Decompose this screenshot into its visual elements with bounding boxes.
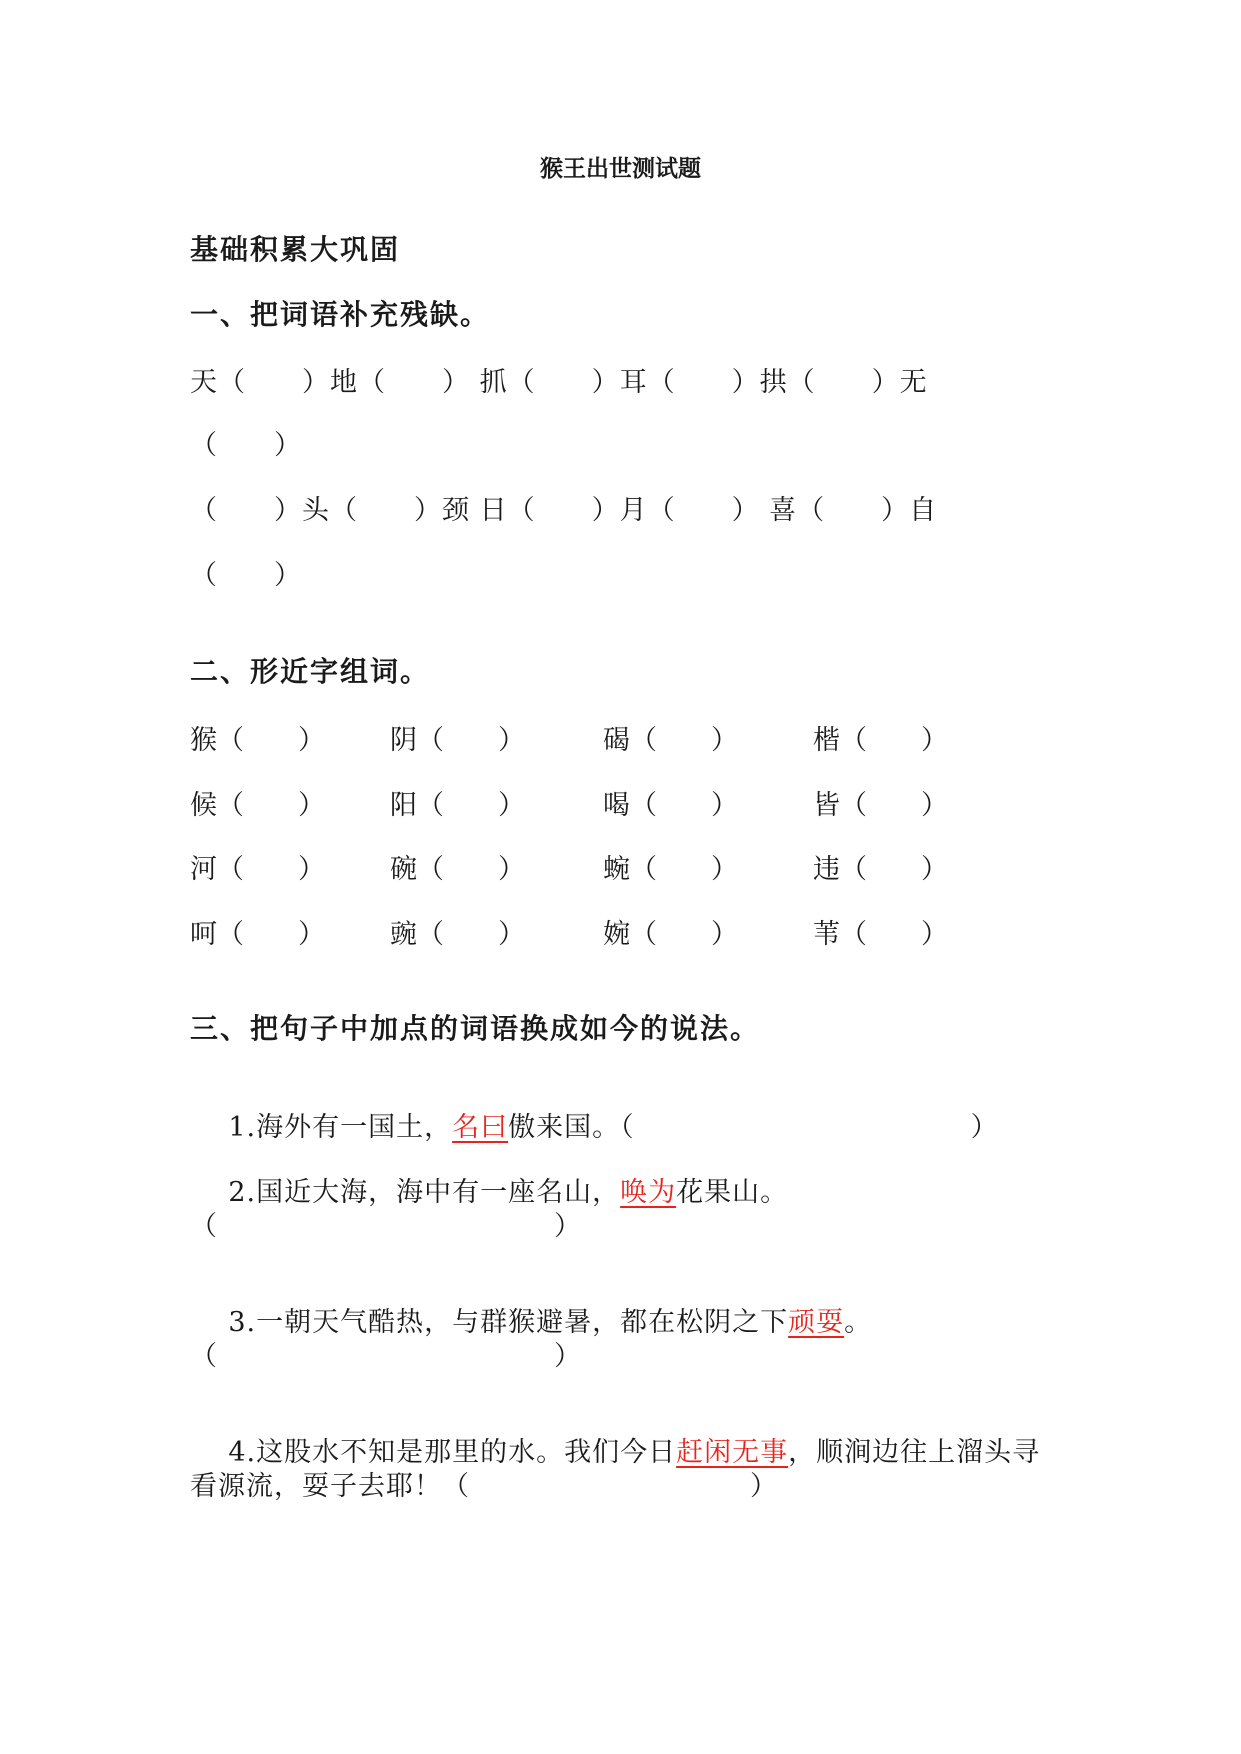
q2-cell: 候（ ） [190,790,325,821]
q3-sentence-4-cont: 看源流，耍子去耶！（ ） [190,1471,778,1502]
q2-heading: 二、形近字组词。 [190,655,431,688]
q2-cell: 阴（ ） [390,725,525,756]
marked-word: 名曰 [452,1112,509,1143]
q2-cell: 豌（ ） [390,919,525,950]
sentence-text: 3.一朝天气酷热，与群猴避暑，都在松阴之下 [228,1307,789,1338]
section-main-heading: 基础积累大巩固 [190,233,401,266]
q1-row2: （ ）头（ ）颈 日（ ）月（ ） 喜（ ）自 [190,495,938,526]
q2-cell: 河（ ） [190,854,325,885]
q2-cell: 皆（ ） [813,790,948,821]
q2-cell: 苇（ ） [813,919,948,950]
q2-cell: 阳（ ） [390,790,525,821]
marked-word: 顽耍 [788,1307,845,1338]
sentence-text: 1.海外有一国土， [228,1112,453,1143]
q3-answer-blank-2: （ ） [190,1211,582,1242]
sentence-text: ，顺涧边往上溜头寻 [788,1437,1041,1468]
sentence-text: 4.这股水不知是那里的水。我们今日 [228,1437,677,1468]
q2-cell: 婉（ ） [603,919,738,950]
q1-row1-cont: （ ） [190,430,302,461]
q2-cell: 猴（ ） [190,725,325,756]
q3-answer-blank-3: （ ） [190,1341,582,1372]
sentence-text: 2.国近大海，海中有一座名山， [228,1177,621,1208]
page-title: 猴王出世测试题 [540,156,701,182]
q2-cell: 碗（ ） [390,854,525,885]
q3-heading: 三、把句子中加点的词语换成如今的说法。 [190,1012,761,1045]
sentence-text: 花果山。 [676,1177,789,1208]
marked-word: 赶闲无事 [676,1437,789,1468]
q1-row2-cont: （ ） [190,560,302,591]
q2-cell: 呵（ ） [190,919,325,950]
marked-word: 唤为 [620,1177,677,1208]
q1-row1: 天（ ）地（ ） 抓（ ）耳（ ）拱（ ）无 [190,367,928,398]
q2-cell: 楷（ ） [813,725,948,756]
q2-cell: 蜿（ ） [603,854,738,885]
sentence-text: 。 [844,1307,873,1338]
q2-cell: 碣（ ） [603,725,738,756]
sentence-text: 傲来国。（ ） [508,1112,999,1143]
q2-cell: 喝（ ） [603,790,738,821]
q1-heading: 一、把词语补充残缺。 [190,298,491,331]
q2-cell: 违（ ） [813,854,948,885]
